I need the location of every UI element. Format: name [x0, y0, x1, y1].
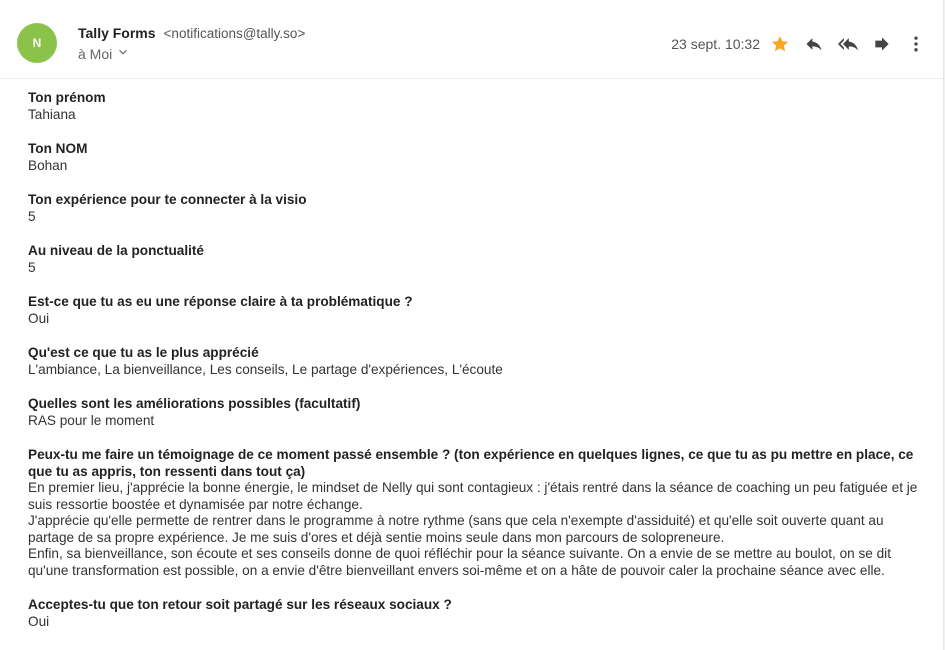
answer-line: En premier lieu, j'apprécie la bonne énergie, le mindset de Nelly qui sont contagieux : j'étais rentré dans la séance de coaching un peu fatiguée et je suis ressortie boostée et dynamisée par notre échange.: [28, 480, 918, 512]
reply-all-icon[interactable]: [836, 32, 860, 56]
field-answer: [28, 413, 923, 430]
sender-info: [78, 25, 305, 41]
field-question: Ton expérience pour te connecter à la visio: [28, 192, 307, 207]
sender-name[interactable]: Tally Forms: [78, 25, 156, 41]
email-header: [0, 0, 943, 79]
answer-line: Tahiana: [28, 106, 76, 122]
form-field: [28, 90, 923, 123]
answer-line: Enfin, sa bienveillance, son écoute et ses conseils donne de quoi réfléchir pour la séance suivante. On a envie de se mettre au boulot, on se dit qu'une transformation est possible, on a envie d'être bienveillant envers soi-même et on a hâte de pouvoir caler la prochaine séance avec elle.: [28, 546, 891, 578]
field-answer: [28, 311, 923, 328]
star-icon[interactable]: [768, 32, 792, 56]
sender-email: <notifications@tally.so>: [163, 26, 306, 41]
answer-line: Oui: [28, 613, 50, 629]
field-answer: [28, 158, 923, 175]
form-field: [28, 192, 923, 225]
field-answer: [28, 362, 923, 379]
email-date: 23 sept. 10:32: [671, 36, 760, 52]
chevron-down-icon: [116, 45, 130, 62]
more-vert-icon[interactable]: [904, 32, 928, 56]
form-field: [28, 141, 923, 174]
field-answer: [28, 107, 923, 124]
answer-line: J'apprécie qu'elle permette de rentrer dans le programme à notre rythme (sans que cela n'exempte d'assiduité) et qu'elle soit ouverte quant au partage de sa propre expérience. Je me suis d'ores et déjà sentie moins seule dans mon parcours de solopreneure.: [28, 513, 884, 545]
forward-icon[interactable]: [870, 32, 894, 56]
field-answer: [28, 614, 923, 631]
sender-avatar[interactable]: N: [17, 23, 57, 63]
field-question: Quelles sont les améliorations possibles (facultatif): [28, 396, 361, 411]
form-field: [28, 243, 923, 276]
answer-line: L'ambiance, La bienveillance, Les conseils, Le partage d'expériences, L'écoute: [28, 361, 503, 377]
field-question: Au niveau de la ponctualité: [28, 243, 204, 258]
answer-line: RAS pour le moment: [28, 412, 155, 428]
answer-line: 5: [28, 208, 36, 224]
field-question: Ton NOM: [28, 141, 88, 156]
field-answer: [28, 480, 923, 579]
field-question: Est-ce que tu as eu une réponse claire à ta problématique ?: [28, 294, 413, 309]
field-question: Ton prénom: [28, 90, 106, 105]
form-field: [28, 447, 923, 579]
header-actions: [671, 32, 928, 56]
answer-line: Oui: [28, 310, 50, 326]
field-question: Acceptes-tu que ton retour soit partagé sur les réseaux sociaux ?: [28, 597, 452, 612]
answer-line: 5: [28, 259, 36, 275]
field-answer: [28, 209, 923, 226]
field-question: Peux-tu me faire un témoignage de ce moment passé ensemble ? (ton expérience en quelques lignes, ce que tu as pu mettre en place, ce que tu as appris, ton ressenti dans tout ça): [28, 447, 914, 479]
recipient-toggle[interactable]: [78, 45, 130, 62]
form-field: [28, 396, 923, 429]
email-body: [28, 90, 923, 648]
field-answer: [28, 260, 923, 277]
form-field: [28, 597, 923, 630]
form-field: [28, 345, 923, 378]
form-field: [28, 294, 923, 327]
field-question: Qu'est ce que tu as le plus apprécié: [28, 345, 259, 360]
recipient-label: à Moi: [78, 45, 113, 62]
reply-icon[interactable]: [802, 32, 826, 56]
answer-line: Bohan: [28, 157, 68, 173]
